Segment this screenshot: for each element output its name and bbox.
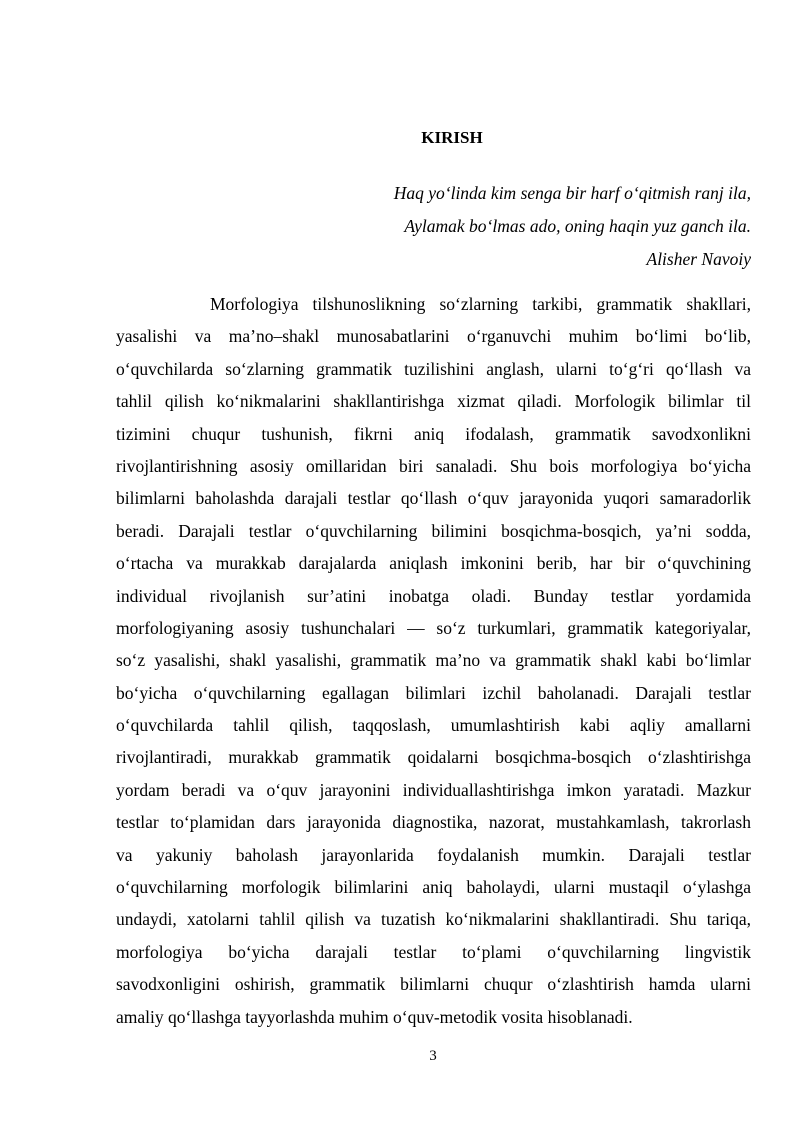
paragraph-line: so‘z yasalishi, shakl yasalishi, grammatik ma’no va grammatik shakl kabi bo‘limlar <box>116 650 751 671</box>
paragraph-line: va yakuniy baholash jarayonlarida foydalanish mumkin. Darajali testlar <box>116 844 751 865</box>
epigraph-author: Alisher Navoiy <box>646 249 751 269</box>
paragraph-line: rivojlantiradi, murakkab grammatik qoidalarni bosqichma-bosqich o‘zlashtirishga <box>116 747 751 768</box>
page-title: KIRISH <box>421 128 483 147</box>
paragraph-line: testlar to‘plamidan dars jarayonida diagnostika, nazorat, mustahkamlash, takrorlash <box>116 812 751 833</box>
page-number: 3 <box>429 1048 437 1064</box>
paragraph-line: savodxonligini oshirish, grammatik bilimlarni chuqur o‘zlashtirish hamda ularni <box>116 974 751 995</box>
paragraph-line: bilimlarni baholashda darajali testlar qo‘llash o‘quv jarayonida yuqori samaradorlik <box>116 488 751 509</box>
paragraph-line: o‘rtacha va murakkab darajalarda aniqlash imkonini berib, har bir o‘quvchining <box>116 553 751 574</box>
paragraph-line: rivojlantirishning asosiy omillaridan biri sanaladi. Shu bois morfologiya bo‘yicha <box>116 455 751 476</box>
paragraph-line: amaliy qo‘llashga tayyorlashda muhim o‘quv-metodik vosita hisoblanadi. <box>116 1006 633 1027</box>
paragraph-line: beradi. Darajali testlar o‘quvchilarning bilimini bosqichma-bosqich, ya’ni sodda, <box>116 520 751 541</box>
paragraph-line: yordam beradi va o‘quv jarayonini individuallashtirishga imkon yaratadi. Mazkur <box>116 779 751 800</box>
paragraph-line: morfologiya bo‘yicha darajali testlar to‘plami o‘quvchilarning lingvistik <box>116 941 751 962</box>
epigraph <box>251 177 751 276</box>
paragraph-line: individual rivojlanish sur’atini inobatga oladi. Bunday testlar yordamida <box>116 585 751 606</box>
paragraph-line: yasalishi va ma’no–shakl munosabatlarini o‘rganuvchi muhim bo‘limi bo‘lib, <box>116 326 751 347</box>
paragraph-line: Morfologiya tilshunoslikning so‘zlarning tarkibi, grammatik shakllari, <box>210 294 751 314</box>
paragraph-line: undaydi, xatolarni tahlil qilish va tuzatish ko‘nikmalarini shakllantiradi. Shu tariqa, <box>116 909 751 930</box>
paragraph-line: o‘quvchilarning morfologik bilimlarini aniq baholaydi, ularni mustaqil o‘ylashga <box>116 877 751 898</box>
paragraph-line: bo‘yicha o‘quvchilarning egallagan bilimlari izchil baholanadi. Darajali testlar <box>116 682 751 703</box>
paragraph-line: o‘quvchilarda tahlil qilish, taqqoslash, umumlashtirish kabi aqliy amallarni <box>116 715 751 736</box>
epigraph-line: Aylamak bo‘lmas ado, oning haqin yuz ganch ila. <box>404 216 751 236</box>
epigraph-line: Haq yo‘linda kim senga bir harf o‘qitmish ranj ila, <box>393 183 751 203</box>
paragraph-line: tizimini chuqur tushunish, fikrni aniq ifodalash, grammatik savodxonlikni <box>116 423 751 444</box>
paragraph-line: morfologiyaning asosiy tushunchalari — so‘z turkumlari, grammatik kategoriyalar, <box>116 617 751 638</box>
body-paragraph <box>116 288 751 1033</box>
paragraph-line: o‘quvchilarda so‘zlarning grammatik tuzilishini anglash, ularni to‘g‘ri qo‘llash va <box>116 358 751 379</box>
paragraph-line: tahlil qilish ko‘nikmalarini shakllantirishga xizmat qiladi. Morfologik bilimlar til <box>116 391 751 412</box>
